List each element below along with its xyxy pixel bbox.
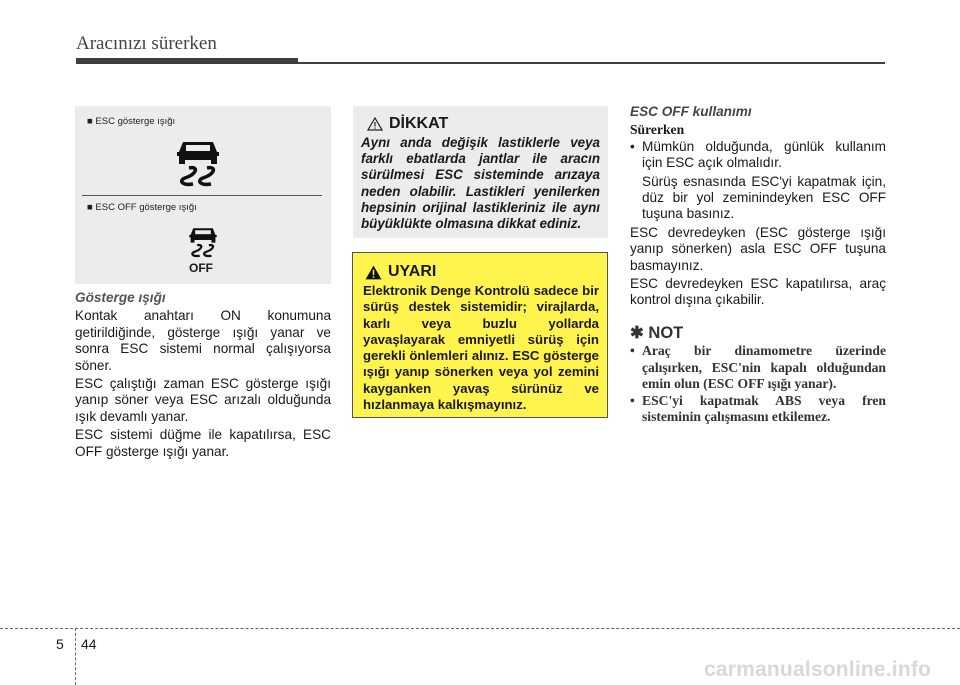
driving-subheading: Sürerken <box>630 122 685 138</box>
paragraph: ESC çalıştığı zaman ESC gösterge ışığı yanıp söner veya ESC arızalı olduğunda ışık devamlı yanar. <box>75 376 331 424</box>
bullet-dot: • <box>630 343 635 359</box>
esc-off-indicator-label: ■ ESC OFF gösterge ışığı <box>87 202 197 213</box>
paragraph: ESC sistemi düğme ile kapatılırsa, ESC OFF gösterge ışığı yanar. <box>75 427 331 459</box>
bullet-dot: • <box>630 138 635 154</box>
section-number: 5 <box>56 636 64 652</box>
bullet-dot: • <box>630 392 635 408</box>
esc-off-usage <box>630 104 886 425</box>
warning-box <box>352 252 608 418</box>
footer-divider <box>75 628 76 685</box>
warning-triangle-icon <box>365 265 382 280</box>
paragraph: Kontak anahtarı ON konumuna getirildiğinde, gösterge ışığı yanar ve sonra ESC sistemi normal çalışıyorsa söner. <box>75 308 331 373</box>
header-bar <box>76 58 298 64</box>
caution-box <box>353 106 608 238</box>
section-title: Aracınızı sürerken <box>76 33 217 54</box>
esc-indicator-label: ■ ESC gösterge ışığı <box>87 116 176 127</box>
warning-text: Elektronik Denge Kontrolü sadece bir sürüş destek sistemidir; virajlarda, karlı veya buzlu yollarda yavaşlayarak emniyetli sürüş için gerekli önlemleri alınız. ESC gösterge ışığı yanıp sönerken veya yol zemini kayganken yavaş sürünüz ve hızlanmaya kalkışmayınız. <box>363 283 599 413</box>
esc-off-heading: ESC OFF kullanımı <box>630 104 752 119</box>
caution-header <box>353 106 608 135</box>
bullet-item <box>630 139 886 172</box>
esc-off-label-text: ESC OFF gösterge ışığı <box>95 202 197 213</box>
caution-title: DİKKAT <box>389 115 449 132</box>
paragraph: ESC devredeyken (ESC gösterge ışığı yanıp sönerken) asla ESC OFF tuşuna basmayınız. <box>630 224 886 273</box>
note-item <box>630 343 886 392</box>
bullet-text: Mümkün olduğunda, günlük kullanım için ESC açık olmalıdır. <box>642 138 886 171</box>
caution-text: Aynı anda değişik lastiklerle veya farklı ebatlarda jantlar ile aracın sürülmesi ESC sisteminde arızaya neden olabilir. Lastikleri yenilerken hepsinin orijinal lastikleriniz ile aynı büyüklükte olmasına dikkat ediniz. <box>361 135 600 232</box>
indicator-divider <box>82 195 322 196</box>
header-rule <box>298 62 885 64</box>
bullet-continuation: Sürüş esnasında ESC'yi kapatmak için, düz bir yol zeminindeyken ESC OFF tuşuna basınız. <box>642 173 886 222</box>
warning-title: UYARI <box>388 263 437 280</box>
esc-off-indicator-icon <box>188 224 218 260</box>
indicator-heading: Gösterge ışığı <box>75 290 166 305</box>
warning-header <box>353 253 607 283</box>
note-text: ESC'yi kapatmak ABS veya fren sisteminin çalışmasını etkilemez. <box>642 392 886 424</box>
off-text: OFF <box>189 261 213 275</box>
note-text: Araç bir dinamometre üzerinde çalışırken, ESC'nin kapalı olduğundan emin olun (ESC OFF ışığı yanar). <box>642 343 886 392</box>
esc-label-text: ESC gösterge ışığı <box>95 116 176 127</box>
note-title: ✱ NOT <box>630 323 684 342</box>
watermark: carmanualsonline.info <box>704 658 932 681</box>
caution-triangle-icon <box>367 117 383 131</box>
indicator-description <box>75 290 331 462</box>
indicator-panel <box>75 106 331 284</box>
page-number: 44 <box>81 636 97 652</box>
note-item <box>630 393 886 426</box>
esc-indicator-icon <box>175 138 221 188</box>
paragraph: ESC devredeyken ESC kapatılırsa, araç kontrol dışına çıkabilir. <box>630 276 886 308</box>
footer-rule <box>0 628 960 629</box>
